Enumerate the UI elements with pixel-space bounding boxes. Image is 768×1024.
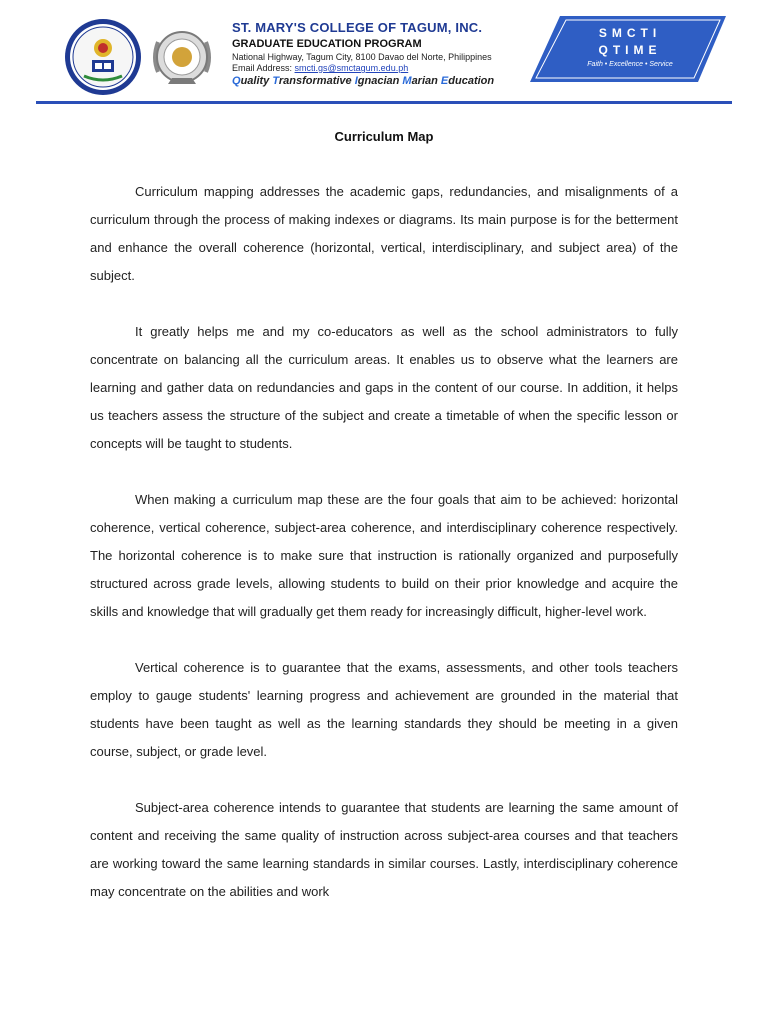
paragraph-5: Subject-area coherence intends to guarantee that students are learning the same amount of content and receiving the same quality of instruction across subject-area courses and that teachers are working toward the same learning standards in similar courses. Lastly, interdisciplinary coherence may concentrate on the abilities and work [90,800,678,899]
badge-text [540,26,720,68]
graduate-program-seal-logo [148,24,216,92]
motto [232,75,532,87]
badge-line-2: QTIME [598,43,662,57]
motto-cap-q: Q [232,75,241,87]
letterhead-text [232,20,532,87]
email-line [232,63,532,73]
motto-word-m: arian [411,75,441,87]
paragraph-1: Curriculum mapping addresses the academic gaps, redundancies, and misalignments of a curriculum through the process of making indexes or diagrams. Its main purpose is for the betterment and enhance the overall coherence (horizontal, vertical, interdisciplinary, and subject area) of the subject. [90,184,678,283]
program-name: GRADUATE EDUCATION PROGRAM [232,38,422,50]
document-title: Curriculum Map [334,129,434,144]
paragraph-3: When making a curriculum map these are the four goals that aim to be achieved: horizontal coherence, vertical coherence, subject-area coherence, and interdisciplinary coherence respectively. The horizontal coherence is to make sure that instruction is rationally organized and purposefully structured across grade levels, allowing students to build on their prior knowledge and acquire the skills and knowledge that will gradually get them ready for increasingly difficult, higher-level work. [90,492,678,619]
college-seal-logo [64,18,142,96]
paragraph-4: Vertical coherence is to guarantee that the exams, assessments, and other tools teachers employ to gauge students' learning progress and achievement are grounded in the material that students have been taught as well as the learning standards they should be meeting in a given course, subject, or grade level. [90,660,678,759]
motto-word-t: ransformative [278,75,355,87]
badge-tagline: Faith • Excellence • Service [587,61,673,68]
header-divider [36,101,732,104]
motto-cap-t: T [272,75,279,87]
badge-line-1: SMCTI [598,26,662,40]
motto-cap-m: M [402,75,412,87]
college-address: National Highway, Tagum City, 8100 Davao del Norte, Philippines [232,52,492,62]
motto-word-e: ducation [448,75,495,87]
motto-word-q: uality [240,75,273,87]
letterhead [0,0,768,110]
motto-cap-i: I [354,75,358,87]
document-body [90,178,678,934]
college-name: ST. MARY'S COLLEGE OF TAGUM, INC. [232,20,483,35]
email-label: Email Address: [232,63,295,73]
email-link[interactable]: smcti.gs@smctagum.edu.ph [294,63,409,73]
motto-cap-e: E [440,75,449,87]
paragraph-2: It greatly helps me and my co-educators as well as the school administrators to fully concentrate on balancing all the curriculum areas. It enables us to observe what the learners are learning and gather data on redundancies and gaps in the content of our course. In addition, it helps us teachers assess the structure of the subject and create a timetable of when the specific lesson or concepts will be taught to students. [90,324,678,451]
motto-word-i: gnacian [357,75,403,87]
